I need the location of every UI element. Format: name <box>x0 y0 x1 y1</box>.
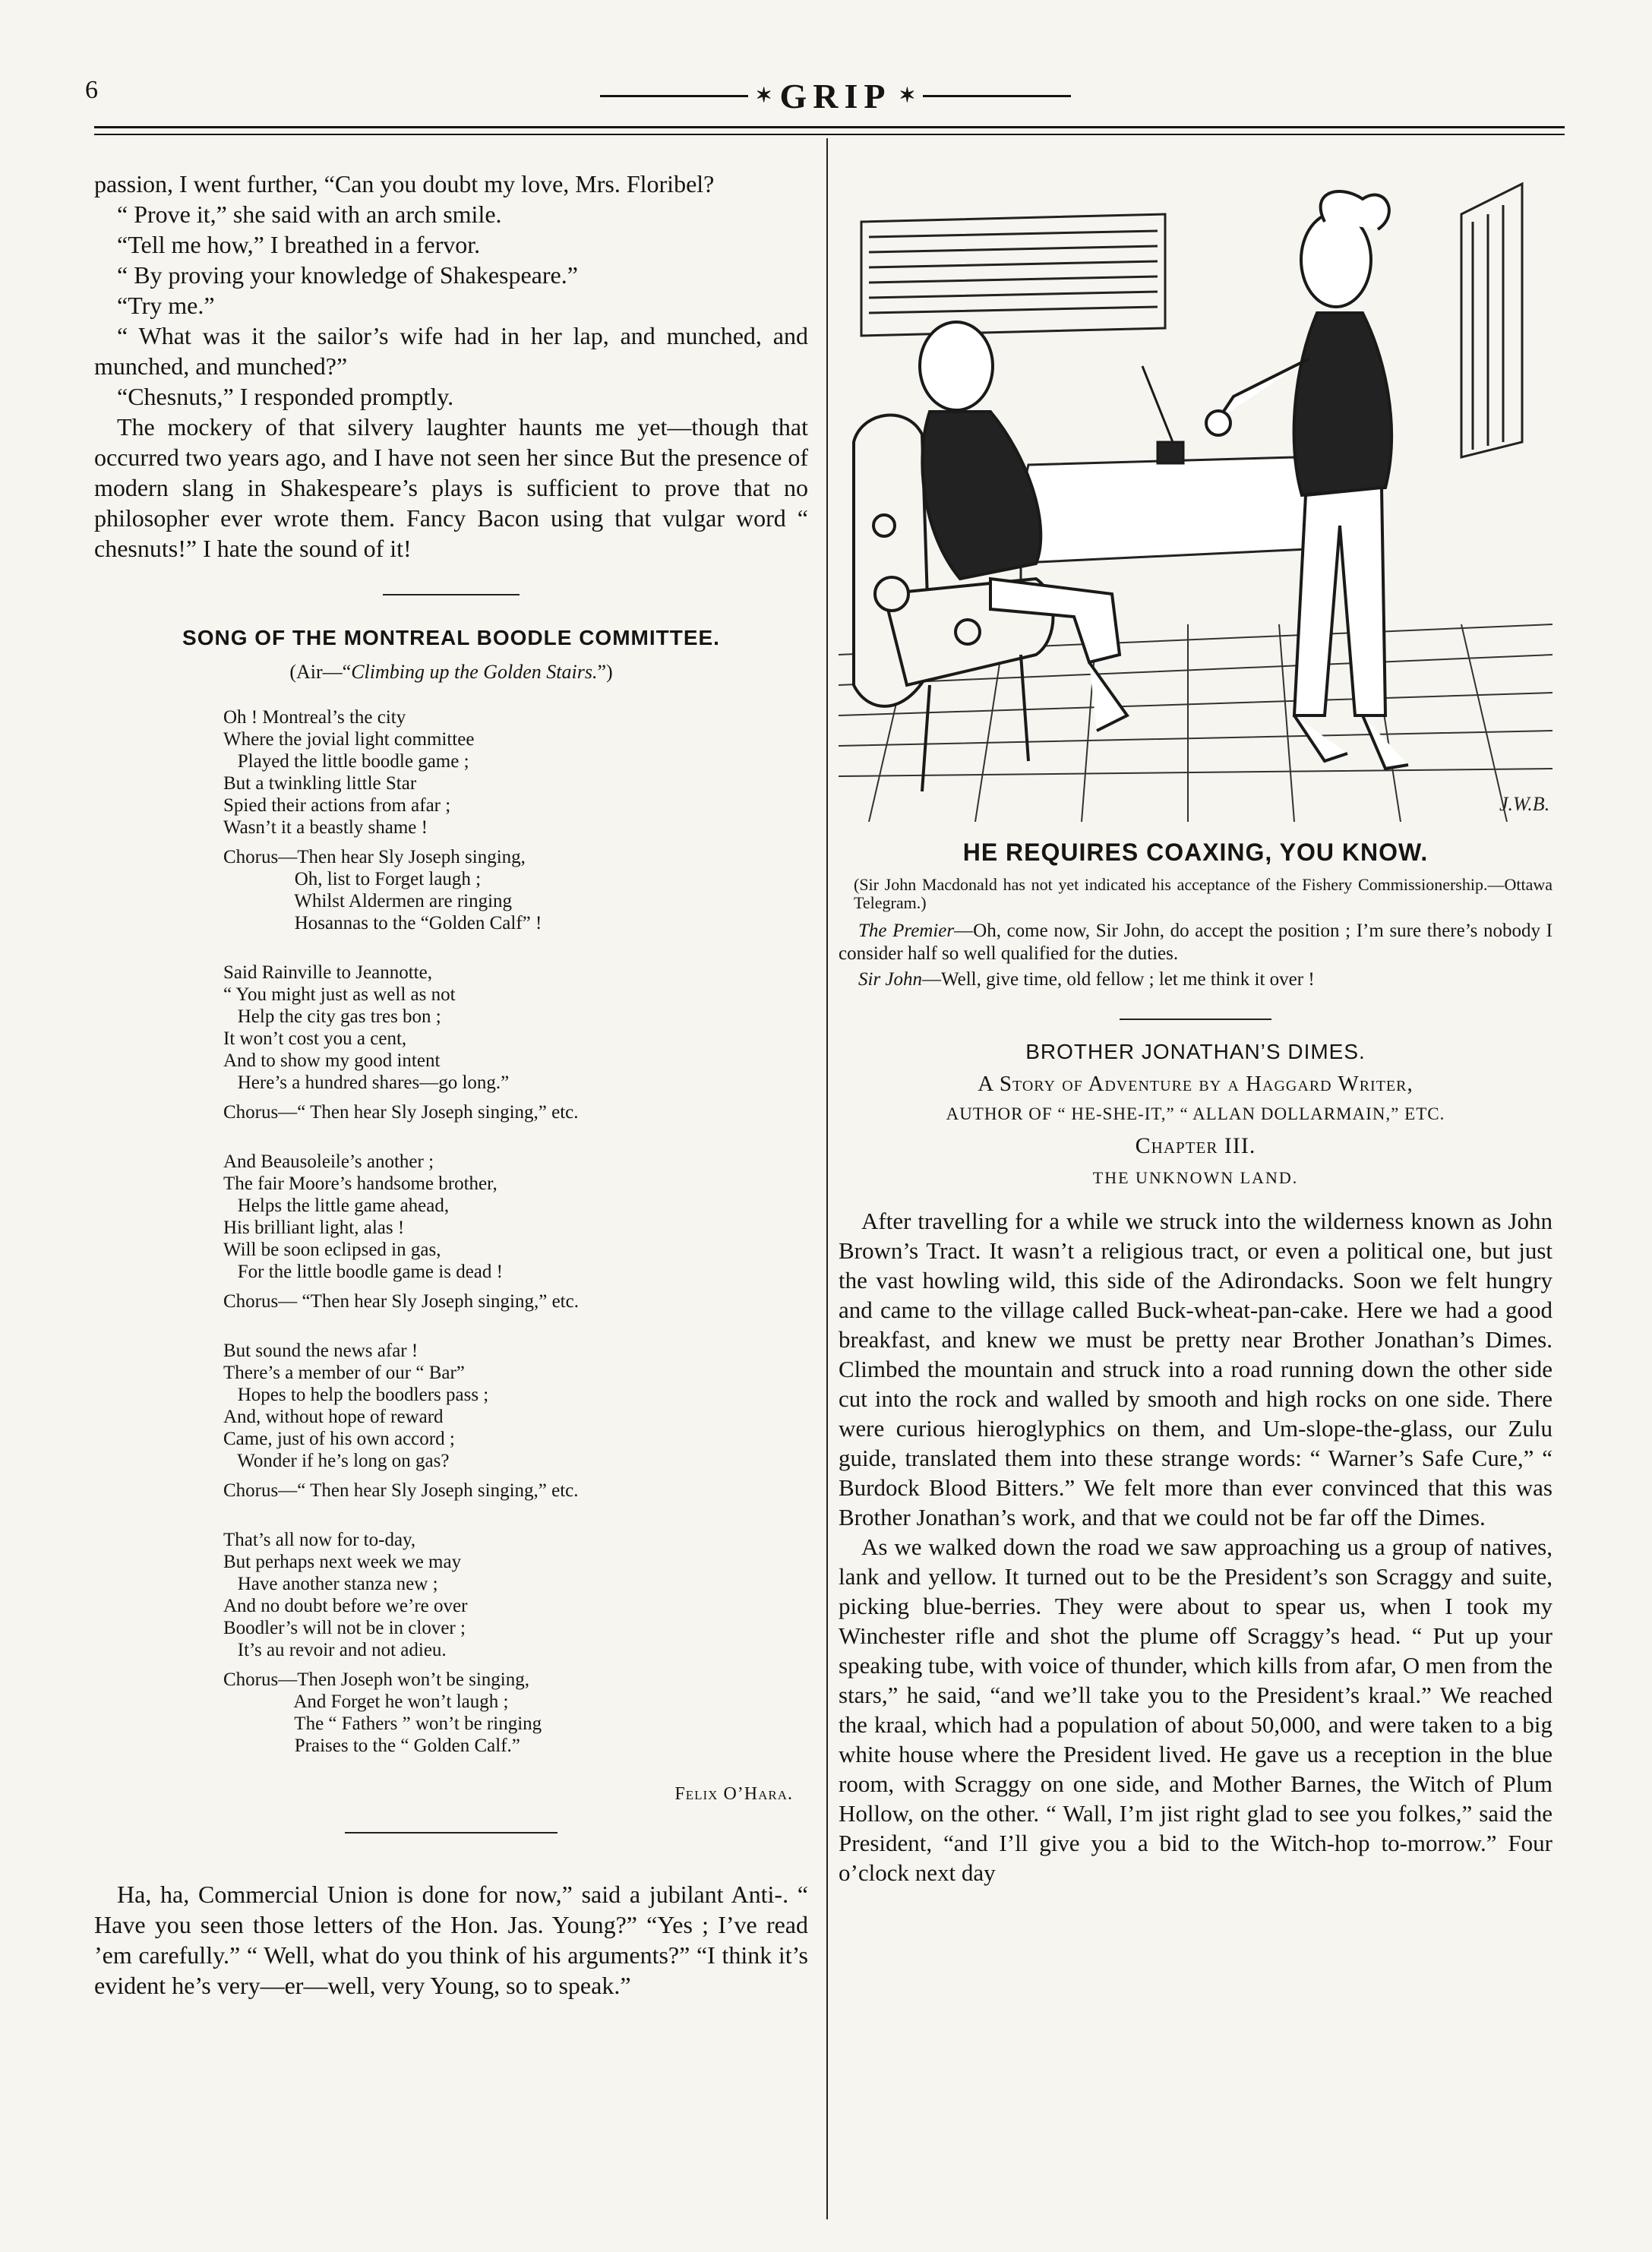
poem-line: Oh ! Montreal’s the city <box>223 707 406 728</box>
chorus <box>223 846 808 934</box>
cartoon-title: HE REQUIRES COAXING, YOU KNOW. <box>962 839 1429 866</box>
stanza <box>223 962 808 1123</box>
poem-line: Will be soon eclipsed in gas, <box>223 1240 441 1260</box>
chapter-title: THE UNKNOWN LAND. <box>1092 1168 1299 1187</box>
paragraph: “Try me.” <box>117 292 215 319</box>
cartoon-note: (Sir John Macdonald has not yet indicated his acceptance of the Fishery Commissionership.—Ottawa Telegram.) <box>854 875 1553 912</box>
header-rule <box>94 134 1565 135</box>
star-icon: ✶ <box>755 84 772 106</box>
chapter-heading: Chapter III. <box>1135 1133 1256 1158</box>
closing-text <box>94 1879 808 2001</box>
song-air-tune: Climbing up the Golden Stairs. <box>351 661 598 683</box>
chorus-line: Chorus—Then Joseph won’t be singing, <box>223 1669 529 1690</box>
poem-line: His brilliant light, alas ! <box>223 1218 405 1238</box>
paragraph: “ By proving your knowledge of Shakespeare.” <box>117 261 578 289</box>
paragraph: After travelling for a while we struck into the wilderness known as John Brown’s Tract. It wasn’t a religious tract, or even a political one, but just the vast howling wild, this side of the Adirondacks. Soon we felt hungry and came to the village called Buck-wheat-pan-cake. Here we had a good breakfast, and knew we must be pretty near Brother Jonathan’s Dimes. Climbed the mountain and struck into a road running down the other side cut into the rock and walled by smooth and high rocks on one side. There were curious hieroglyphics on them, and Um-slope-the-glass, our Zulu guide, translated them into these strange words: “ Warner’s Safe Cure,” “ Burdock Blood Bitters.” We felt more than ever convinced that this was Brother Jonathan’s work, and that we could not be far off the Dimes. <box>839 1208 1553 1530</box>
paragraph: Ha, ha, Commercial Union is done for now,” said a jubilant Anti-. “ Have you seen those letters of the Hon. Jas. Young?” “Yes ; I’ve read ’em carefully.” “ Well, what do you think of his arguments?” “I think it’s evident he’s very—er—well, very Young, so to speak.” <box>94 1881 808 1999</box>
section-separator <box>345 1832 558 1834</box>
poem-line: Came, just of his own accord ; <box>223 1429 455 1449</box>
stanza <box>223 706 808 934</box>
right-column <box>839 169 1553 1887</box>
poem-line: Have another stanza new ; <box>223 1574 438 1594</box>
dialogue-speaker: The Premier <box>858 921 955 941</box>
poem-line: For the little boodle game is dead ! <box>223 1262 503 1282</box>
chorus-line: Chorus—“ Then hear Sly Joseph singing,” etc. <box>223 1102 579 1123</box>
dialogue-text: —Oh, come now, Sir John, do accept the position ; I’m sure there’s nobody I consider half so well qualified for the duties. <box>839 921 1553 964</box>
poem-line: Boodler’s will not be in clover ; <box>223 1618 466 1638</box>
chorus-line: The “ Fathers ” won’t be ringing <box>223 1713 542 1734</box>
story-byline: A Story of Adventure by a Haggard Writer, <box>978 1072 1414 1096</box>
paragraph: “ Prove it,” she said with an arch smile. <box>117 201 502 228</box>
poem-line: That’s all now for to-day, <box>223 1530 416 1550</box>
paragraph: The mockery of that silvery laughter haunts me yet—though that occurred two years ago, and I have not seen her since But the presence of modern slang in Shakespeare’s plays is sufficient to prove that no philosopher ever wrote them. Fancy Bacon using that vulgar word “ chesnuts!” I hate the sound of it! <box>94 413 808 562</box>
dialogue-line <box>839 968 1553 991</box>
song-air-suffix: ”) <box>597 661 613 683</box>
paragraph: “Chesnuts,” I responded promptly. <box>117 383 454 410</box>
chorus-line: Chorus—Then hear Sly Joseph singing, <box>223 847 526 867</box>
chorus-line: Chorus—“ Then hear Sly Joseph singing,” etc. <box>223 1480 579 1501</box>
masthead-rule-left <box>600 95 748 97</box>
poem-line: It’s au revoir and not adieu. <box>223 1640 447 1660</box>
poem-line: Spied their actions from afar ; <box>223 795 451 816</box>
stanza <box>223 1151 808 1312</box>
story-author-of: AUTHOR OF “ HE-SHE-IT,” “ ALLAN DOLLARMAIN,” ETC. <box>946 1104 1445 1123</box>
chorus-line: Chorus— “Then hear Sly Joseph singing,” etc. <box>223 1291 579 1312</box>
poem-line: There’s a member of our “ Bar” <box>223 1363 465 1383</box>
story <box>839 1040 1553 1887</box>
song-air <box>94 661 808 684</box>
song-air-prefix: (Air—“ <box>289 661 352 683</box>
signature: Felix O’Hara. <box>674 1784 793 1804</box>
chorus-line: Praises to the “ Golden Calf.” <box>223 1736 520 1756</box>
poem-line: Hopes to help the boodlers pass ; <box>223 1385 489 1405</box>
poem-line: Help the city gas tres bon ; <box>223 1006 441 1027</box>
column-divider <box>826 138 828 2219</box>
dialogue-speaker: Sir John <box>858 969 923 990</box>
star-icon: ✶ <box>899 84 916 106</box>
poem-line: And Beausoleile’s another ; <box>223 1151 434 1172</box>
poem-line: Said Rainville to Jeannotte, <box>223 962 432 983</box>
poem-line: Where the jovial light committee <box>223 729 475 750</box>
chorus-line: Hosannas to the “Golden Calf” ! <box>223 913 542 933</box>
dialogue-text: —Well, give time, old fellow ; let me think it over ! <box>922 969 1315 990</box>
section-separator <box>1120 1019 1271 1020</box>
cartoon-drawing <box>839 169 1553 822</box>
story-text <box>839 1206 1553 1887</box>
paragraph: passion, I went further, “Can you doubt my love, Mrs. Floribel? <box>94 170 715 197</box>
paragraph: “Tell me how,” I breathed in a fervor. <box>117 231 481 258</box>
paragraph: “ What was it the sailor’s wife had in her lap, and munched, and munched, and munched?” <box>94 322 808 380</box>
poem-line: Here’s a hundred shares—go long.” <box>223 1072 510 1093</box>
masthead-title: GRIP <box>779 76 892 115</box>
section-separator <box>383 594 520 595</box>
cartoon-illustration <box>839 169 1553 822</box>
poem-line: Wasn’t it a beastly shame ! <box>223 817 428 838</box>
poem-line: And, without hope of reward <box>223 1407 444 1427</box>
poem-line: It won’t cost you a cent, <box>223 1028 407 1049</box>
poem-line: The fair Moore’s handsome brother, <box>223 1173 497 1194</box>
masthead-rule-right <box>923 95 1071 97</box>
poem-line: Helps the little game ahead, <box>223 1195 450 1216</box>
poem-line: But perhaps next week we may <box>223 1552 462 1572</box>
chorus-line: Whilst Aldermen are ringing <box>223 891 513 911</box>
paragraph: As we walked down the road we saw approaching us a group of natives, lank and yellow. It turned out to be the President’s son Scraggy and suite, picking blue-berries. They were about to spear us, when I took my Winchester rifle and shot the plume off Scraggy’s head. “ Put up your speaking tube, with voice of thunder, which kills from afar, O men from the stars,” he said, “and we’ll take you to the President’s kraal.” We reached the kraal, which had a population of about 50,000, and were taken to a big white house where the President lived. He gave us a reception in the blue room, with Scraggy on one side, and Mother Barnes, the Witch of Plum Hollow, on the other. “ Wall, I’m jist right glad to see you folkes,” said the President, “and I’ll give you a bid to the Witch-hop to-morrow.” Four o’clock next day <box>839 1533 1553 1886</box>
chorus-line: And Forget he won’t laugh ; <box>223 1691 509 1712</box>
chorus <box>223 1669 808 1757</box>
poem-line: Wonder if he’s long on gas? <box>223 1451 450 1471</box>
chorus-line: Oh, list to Forget laugh ; <box>223 869 482 889</box>
poem-line: But sound the news afar ! <box>223 1341 419 1361</box>
poem-line: And to show my good intent <box>223 1050 441 1071</box>
dialogue-line <box>839 920 1553 965</box>
chorus <box>223 1480 808 1502</box>
intro-text <box>94 169 808 564</box>
page-number: 6 <box>85 76 98 104</box>
masthead <box>600 76 1071 115</box>
poem-line: “ You might just as well as not <box>223 984 456 1005</box>
stanza <box>223 1340 808 1502</box>
left-column <box>94 169 808 2001</box>
stanza <box>223 1529 808 1757</box>
header-rule <box>94 126 1565 128</box>
poem-line: Played the little boodle game ; <box>223 751 469 772</box>
poem-line: And no doubt before we’re over <box>223 1596 468 1616</box>
song-title: SONG OF THE MONTREAL BOODLE COMMITTEE. <box>182 626 720 649</box>
chorus <box>223 1101 808 1123</box>
poem-line: But a twinkling little Star <box>223 773 417 794</box>
story-title: BROTHER JONATHAN’S DIMES. <box>1025 1040 1366 1063</box>
chorus <box>223 1290 808 1312</box>
song-poem <box>223 706 808 1757</box>
cartoon-signature: J.W.B. <box>1499 793 1550 815</box>
